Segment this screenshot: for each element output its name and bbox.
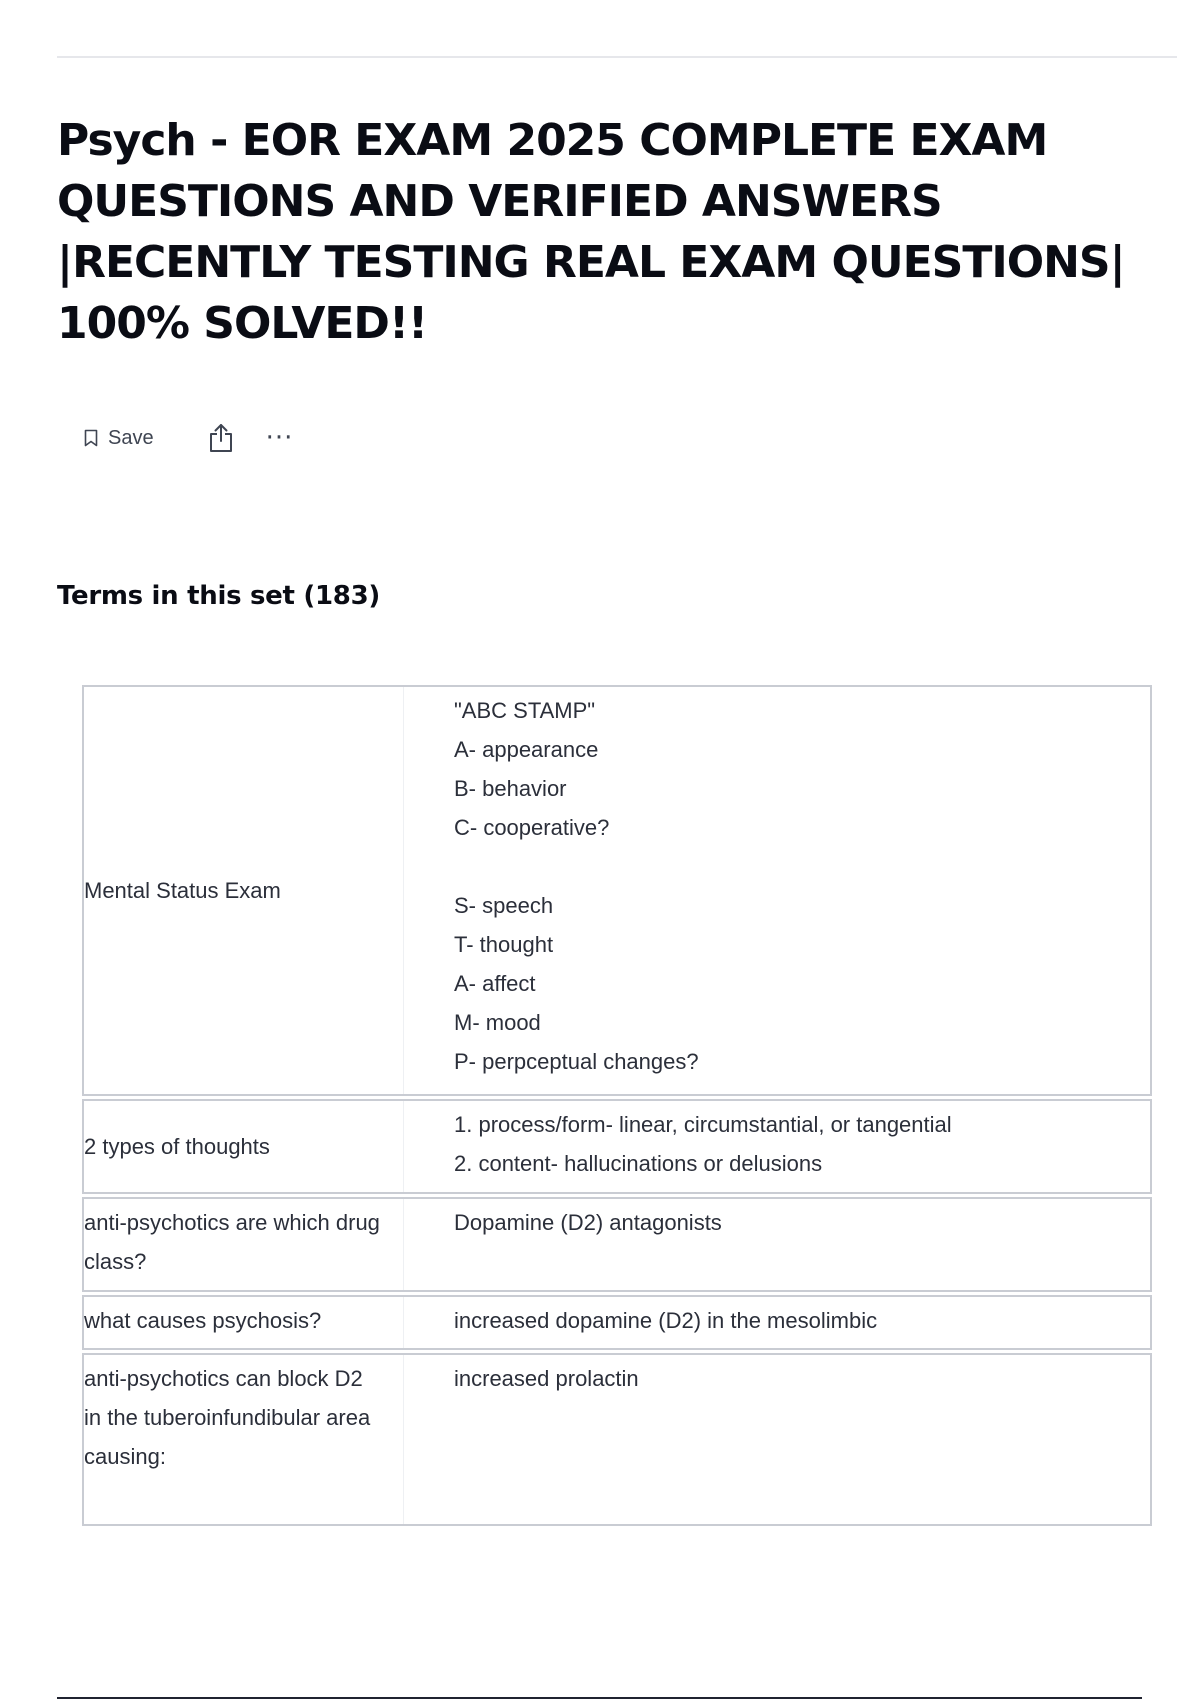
definition-cell (404, 1199, 1150, 1290)
definition-cell (404, 1355, 1150, 1524)
definition-line: P- perpceptual changes? (454, 1049, 699, 1074)
term-card[interactable] (82, 1353, 1152, 1526)
definition-line: T- thought (454, 932, 554, 957)
bottom-divider (57, 1697, 1142, 1699)
save-button[interactable] (84, 427, 154, 450)
definition-line: "ABC STAMP" (454, 698, 596, 723)
terms-list (82, 685, 1152, 1529)
term-card[interactable] (82, 1295, 1152, 1350)
bookmark-icon (84, 429, 98, 447)
definition-line (454, 847, 1150, 886)
term-cell (84, 1297, 404, 1348)
term-text: Mental Status Exam (84, 878, 281, 903)
definition-line: B- behavior (454, 776, 567, 801)
term-cell (84, 1101, 404, 1192)
definition-cell (404, 1297, 1150, 1348)
term-text: anti-psychotics are which drug class? (84, 1210, 380, 1274)
share-icon (208, 423, 234, 453)
term-card[interactable] (82, 1099, 1152, 1194)
definition-line: 1. process/form- linear, circumstantial, or tangential (454, 1112, 952, 1137)
definition-line: M- mood (454, 1010, 541, 1035)
definition-line: 2. content- hallucinations or delusions (454, 1151, 823, 1176)
definition-line: increased prolactin (454, 1366, 639, 1391)
definition-line: Dopamine (D2) antagonists (454, 1210, 722, 1235)
term-cell (84, 687, 404, 1094)
terms-heading: Terms in this set (183) (57, 581, 380, 611)
term-text: anti-psychotics can block D2 in the tuberoinfundibular area causing: (84, 1366, 371, 1469)
save-label: Save (108, 426, 154, 449)
term-cell (84, 1355, 404, 1524)
definition-line: A- appearance (454, 737, 599, 762)
definition-line: A- affect (454, 971, 536, 996)
definition-line: C- cooperative? (454, 815, 610, 840)
term-text: 2 types of thoughts (84, 1134, 270, 1159)
term-card[interactable] (82, 1197, 1152, 1292)
term-card[interactable] (82, 685, 1152, 1096)
definition-line: S- speech (454, 893, 554, 918)
term-cell (84, 1199, 404, 1290)
top-divider (57, 56, 1177, 58)
page-title: Psych - EOR EXAM 2025 COMPLETE EXAM QUESTIONS AND VERIFIED ANSWERS |RECENTLY TESTING REAL EXAM QUESTIONS| 100% SOLVED!! (57, 115, 1125, 349)
definition-line: increased dopamine (D2) in the mesolimbic (454, 1308, 878, 1333)
action-bar (84, 418, 293, 458)
definition-cell (404, 687, 1150, 1094)
more-options-button[interactable]: ··· (265, 423, 294, 453)
definition-cell (404, 1101, 1150, 1192)
term-text: what causes psychosis? (84, 1308, 322, 1333)
share-button[interactable] (208, 423, 234, 453)
